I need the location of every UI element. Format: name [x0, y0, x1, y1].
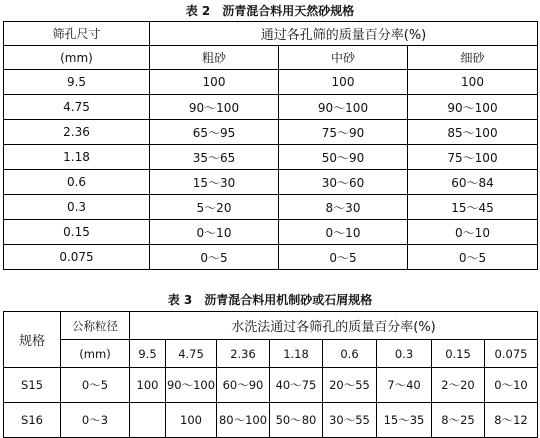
table-row: [4, 120, 538, 145]
table2-header-row-2: [4, 46, 538, 70]
sieve-cell: 0.6: [4, 170, 150, 195]
value-cell: 40～75: [270, 368, 323, 403]
table3-header-row-1: [4, 312, 538, 340]
nominal-size-unit: (mm): [61, 340, 130, 368]
medium-sand-header: 中砂: [279, 46, 408, 70]
coarse-cell: 0～10: [150, 220, 279, 245]
fine-cell: 0～5: [408, 245, 538, 270]
fine-cell: 60～84: [408, 170, 538, 195]
table-row: [4, 195, 538, 220]
sieve-header: 0.075: [485, 340, 538, 368]
sieve-cell: 4.75: [4, 95, 150, 120]
table2-caption: 表 2 沥青混合料用天然砂规格: [185, 4, 355, 18]
sieve-cell: 0.075: [4, 245, 150, 270]
wash-passing-header: 水洗法通过各筛孔的质量百分率(%): [130, 312, 538, 340]
medium-cell: 75～90: [279, 120, 408, 145]
value-cell: 8～12: [485, 403, 538, 438]
table-row: [4, 145, 538, 170]
spec-cell: S15: [4, 368, 61, 403]
sieve-header: 0.6: [323, 340, 377, 368]
sieve-unit-header: (mm): [4, 46, 150, 70]
value-cell: 30～55: [323, 403, 377, 438]
table-row: [4, 70, 538, 95]
fine-sand-header: 细砂: [408, 46, 538, 70]
table-row: [4, 220, 538, 245]
table2-header-row-1: [4, 22, 538, 46]
medium-cell: 90～100: [279, 95, 408, 120]
coarse-cell: 65～95: [150, 120, 279, 145]
fine-cell: 85～100: [408, 120, 538, 145]
fine-cell: 15～45: [408, 195, 538, 220]
sieve-size-header: 筛孔尺寸: [4, 22, 150, 46]
value-cell: 60～90: [217, 368, 270, 403]
value-cell: [130, 403, 166, 438]
medium-cell: 0～5: [279, 245, 408, 270]
table-row: [4, 403, 538, 438]
sieve-header: 0.15: [432, 340, 485, 368]
table-row: [4, 368, 538, 403]
value-cell: 8～25: [432, 403, 485, 438]
medium-cell: 100: [279, 70, 408, 95]
coarse-cell: 35～65: [150, 145, 279, 170]
size-cell: 0～5: [61, 368, 130, 403]
manufactured-sand-spec-table: [3, 311, 538, 438]
nominal-size-header: 公称粒径: [61, 312, 130, 340]
sieve-header: 1.18: [270, 340, 323, 368]
value-cell: 15～35: [377, 403, 432, 438]
spec-header: 规格: [4, 312, 61, 368]
size-cell: 0～3: [61, 403, 130, 438]
sieve-header: 4.75: [166, 340, 217, 368]
medium-cell: 0～10: [279, 220, 408, 245]
table-row: [4, 170, 538, 195]
sieve-cell: 2.36: [4, 120, 150, 145]
value-cell: 2～20: [432, 368, 485, 403]
passing-percent-header: 通过各孔筛的质量百分率(%): [150, 22, 538, 46]
coarse-cell: 100: [150, 70, 279, 95]
value-cell: 100: [130, 368, 166, 403]
value-cell: 100: [166, 403, 217, 438]
fine-cell: 0～10: [408, 220, 538, 245]
coarse-cell: 5～20: [150, 195, 279, 220]
sieve-cell: 9.5: [4, 70, 150, 95]
value-cell: 90～100: [166, 368, 217, 403]
value-cell: 50～80: [270, 403, 323, 438]
medium-cell: 50～90: [279, 145, 408, 170]
value-cell: 80～100: [217, 403, 270, 438]
value-cell: 0～10: [485, 368, 538, 403]
medium-cell: 8～30: [279, 195, 408, 220]
sieve-cell: 0.3: [4, 195, 150, 220]
table3-caption: 表 3 沥青混合料用机制砂或石屑规格: [167, 293, 373, 307]
table-row: [4, 245, 538, 270]
fine-cell: 75～100: [408, 145, 538, 170]
coarse-sand-header: 粗砂: [150, 46, 279, 70]
coarse-cell: 0～5: [150, 245, 279, 270]
table3-header-row-2: [4, 340, 538, 368]
coarse-cell: 90～100: [150, 95, 279, 120]
table-row: [4, 95, 538, 120]
fine-cell: 90～100: [408, 95, 538, 120]
natural-sand-spec-table: [3, 21, 538, 270]
sieve-header: 2.36: [217, 340, 270, 368]
medium-cell: 30～60: [279, 170, 408, 195]
value-cell: 20～55: [323, 368, 377, 403]
sieve-header: 9.5: [130, 340, 166, 368]
spec-cell: S16: [4, 403, 61, 438]
value-cell: 7～40: [377, 368, 432, 403]
sieve-cell: 0.15: [4, 220, 150, 245]
sieve-cell: 1.18: [4, 145, 150, 170]
coarse-cell: 15～30: [150, 170, 279, 195]
sieve-header: 0.3: [377, 340, 432, 368]
fine-cell: 100: [408, 70, 538, 95]
